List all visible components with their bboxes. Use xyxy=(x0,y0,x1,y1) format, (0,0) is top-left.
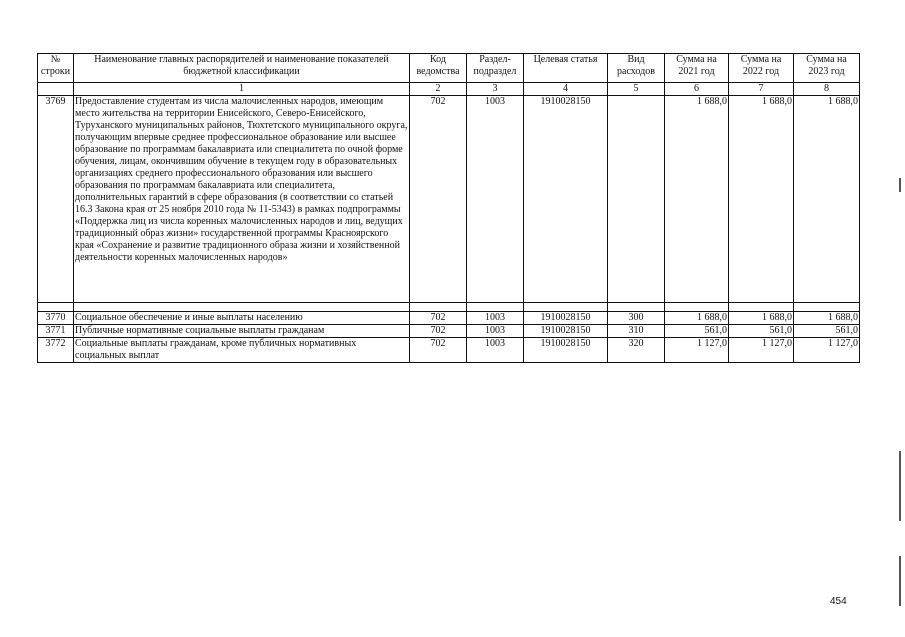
spacer-cell xyxy=(608,303,665,312)
table-row xyxy=(38,325,860,338)
column-number: 8 xyxy=(794,83,860,96)
row-sum-2023: 1 688,0 xyxy=(794,312,860,325)
row-section: 1003 xyxy=(467,312,524,325)
row-number: 3769 xyxy=(38,96,74,303)
column-number: 1 xyxy=(74,83,410,96)
column-number: 3 xyxy=(467,83,524,96)
row-sum-2021: 1 127,0 xyxy=(665,338,729,363)
row-name: Социальные выплаты гражданам, кроме публичных нормативных социальных выплат xyxy=(74,338,410,363)
row-dept-code: 702 xyxy=(410,96,467,303)
header-row-number: № строки xyxy=(38,54,74,83)
row-sum-2023: 561,0 xyxy=(794,325,860,338)
row-sum-2021: 561,0 xyxy=(665,325,729,338)
table-row xyxy=(38,96,860,303)
spacer-cell xyxy=(794,303,860,312)
scan-edge-mark xyxy=(899,556,901,606)
header-dept-code: Код ведомства xyxy=(410,54,467,83)
spacer-cell xyxy=(729,303,794,312)
column-number: 7 xyxy=(729,83,794,96)
row-number: 3771 xyxy=(38,325,74,338)
spacer-cell xyxy=(467,303,524,312)
row-sum-2021: 1 688,0 xyxy=(665,312,729,325)
column-number xyxy=(38,83,74,96)
row-dept-code: 702 xyxy=(410,312,467,325)
row-name: Публичные нормативные социальные выплаты гражданам xyxy=(74,325,410,338)
header-sum-2022: Сумма на 2022 год xyxy=(729,54,794,83)
column-number-row xyxy=(38,83,860,96)
row-name: Социальное обеспечение и иные выплаты населению xyxy=(74,312,410,325)
spacer-cell xyxy=(665,303,729,312)
scan-edge-mark xyxy=(899,451,901,521)
row-sum-2022: 561,0 xyxy=(729,325,794,338)
column-number: 4 xyxy=(524,83,608,96)
row-sum-2023: 1 127,0 xyxy=(794,338,860,363)
spacer-cell xyxy=(524,303,608,312)
row-target-article: 1910028150 xyxy=(524,96,608,303)
header-row xyxy=(38,54,860,83)
spacer-cell xyxy=(38,303,74,312)
budget-table xyxy=(37,53,860,363)
header-target-article: Целевая статья xyxy=(524,54,608,83)
column-number: 5 xyxy=(608,83,665,96)
row-expense-kind: 300 xyxy=(608,312,665,325)
page-number: 454 xyxy=(830,596,847,607)
row-dept-code: 702 xyxy=(410,338,467,363)
row-target-article: 1910028150 xyxy=(524,312,608,325)
row-section: 1003 xyxy=(467,338,524,363)
row-section: 1003 xyxy=(467,96,524,303)
row-dept-code: 702 xyxy=(410,325,467,338)
row-expense-kind xyxy=(608,96,665,303)
scan-edge-mark xyxy=(899,178,901,192)
spacer-cell xyxy=(410,303,467,312)
column-number: 6 xyxy=(665,83,729,96)
row-expense-kind: 310 xyxy=(608,325,665,338)
row-sum-2022: 1 127,0 xyxy=(729,338,794,363)
spacer-row xyxy=(38,303,860,312)
column-number: 2 xyxy=(410,83,467,96)
row-target-article: 1910028150 xyxy=(524,338,608,363)
table-row xyxy=(38,338,860,363)
row-sum-2022: 1 688,0 xyxy=(729,312,794,325)
row-section: 1003 xyxy=(467,325,524,338)
row-sum-2021: 1 688,0 xyxy=(665,96,729,303)
row-name: Предоставление студентам из числа малочисленных народов, имеющим место жительства на территории Енисейского, Северо-Енисейского, Туруханского муниципальных районов, Тюхтетского муниципального округа, получающим впервые среднее профессиональное образование или высшее образование по программам бакалавриата или специалитета по очной форме обучения, лицам, окончившим обучение в текущем году в образовательных организациях среднего профессионального образования или высшего образования по программам бакалавриата или специалитета, дополнительных гарантий в сфере образования (в соответствии со статьей 16.3 Закона края от 25 ноября 2010 года № 11-5343) в рамках подпрограммы «Поддержка лиц из числа коренных малочисленных народов и лиц, ведущих традиционный образ жизни» государственной программы Красноярского края «Сохранение и развитие традиционного образа жизни и хозяйственной деятельности коренных малочисленных народов» xyxy=(74,96,410,303)
header-section: Раздел-подраздел xyxy=(467,54,524,83)
row-target-article: 1910028150 xyxy=(524,325,608,338)
row-number: 3770 xyxy=(38,312,74,325)
spacer-cell xyxy=(74,303,410,312)
row-sum-2023: 1 688,0 xyxy=(794,96,860,303)
header-sum-2021: Сумма на 2021 год xyxy=(665,54,729,83)
header-sum-2023: Сумма на 2023 год xyxy=(794,54,860,83)
header-expense-kind: Вид расходов xyxy=(608,54,665,83)
header-name: Наименование главных распорядителей и наименование показателей бюджетной классификации xyxy=(74,54,410,83)
row-sum-2022: 1 688,0 xyxy=(729,96,794,303)
table-row xyxy=(38,312,860,325)
row-number: 3772 xyxy=(38,338,74,363)
row-expense-kind: 320 xyxy=(608,338,665,363)
